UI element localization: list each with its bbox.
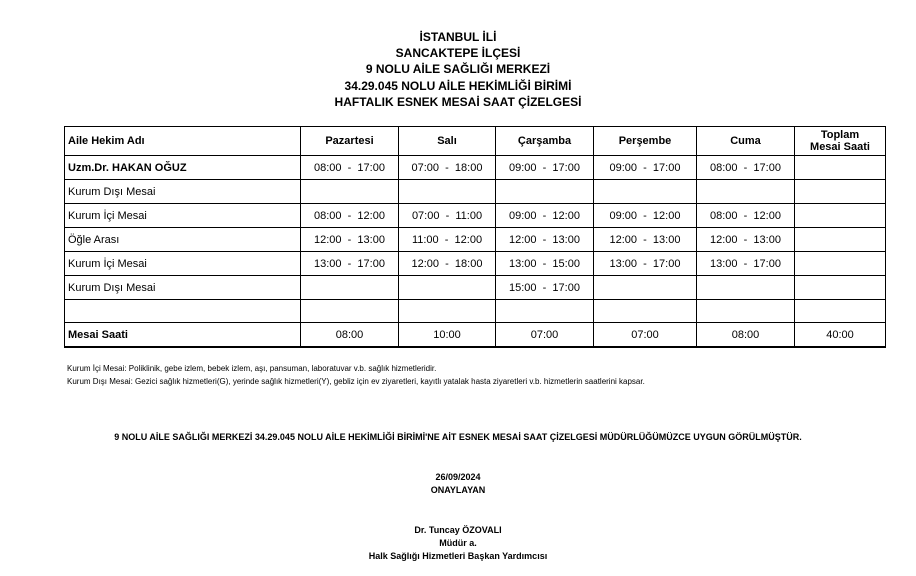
footnote-internal: Kurum İçi Mesai: Poliklinik, gebe izlem, bebek izlem, aşı, pansuman, laboratuvar v.b. sağlık hizmetleridir.: [67, 364, 437, 373]
table-row: [65, 300, 886, 323]
total-cell: 08:00: [697, 323, 795, 348]
schedule-table: [64, 126, 886, 348]
row-label: Kurum İçi Mesai: [65, 252, 301, 276]
table-header-row: [65, 127, 886, 156]
row-label: Kurum Dışı Mesai: [65, 276, 301, 300]
table-cell: 12:00 - 18:00: [399, 252, 496, 276]
table-cell: [496, 300, 594, 323]
footnotes: [67, 362, 645, 388]
table-cell: 08:00 - 17:00: [301, 156, 399, 180]
row-label: Kurum Dışı Mesai: [65, 180, 301, 204]
table-cell: 08:00 - 12:00: [301, 204, 399, 228]
total-cell: 07:00: [496, 323, 594, 348]
table-cell: 13:00 - 17:00: [697, 252, 795, 276]
table-cell: 08:00 - 17:00: [697, 156, 795, 180]
header-center: 9 NOLU AİLE SAĞLIĞI MERKEZİ: [365, 62, 551, 77]
table-cell: [301, 180, 399, 204]
header-district: SANCAKTEPE İLÇESİ: [395, 46, 521, 61]
table-cell: [795, 276, 886, 300]
table-cell: [697, 180, 795, 204]
table-cell: 12:00 - 13:00: [594, 228, 697, 252]
table-cell: 09:00 - 17:00: [594, 156, 697, 180]
total-cell: 08:00: [301, 323, 399, 348]
table-cell: [795, 300, 886, 323]
table-row: [65, 228, 886, 252]
table-cell: [697, 276, 795, 300]
row-label: [65, 300, 301, 323]
table-cell: [594, 300, 697, 323]
table-cell: [594, 180, 697, 204]
signer-role: Müdür a.: [439, 538, 477, 548]
table-cell: [795, 204, 886, 228]
total-row: [65, 323, 886, 348]
table-cell: [795, 228, 886, 252]
total-cell: 40:00: [795, 323, 886, 348]
col-header-friday: Cuma: [697, 127, 795, 156]
table-cell: 08:00 - 12:00: [697, 204, 795, 228]
table-cell: [301, 276, 399, 300]
signer-name: Dr. Tuncay ÖZOVALI: [414, 525, 502, 535]
header-province: İSTANBUL İLİ: [419, 30, 497, 44]
document-header: [0, 29, 916, 110]
approval-date: 26/09/2024: [435, 472, 481, 482]
col-header-wednesday: Çarşamba: [496, 127, 594, 156]
table-cell: [795, 156, 886, 180]
header-title: HAFTALIK ESNEK MESAİ SAAT ÇİZELGESİ: [334, 94, 582, 109]
footnote-external: Kurum Dışı Mesai: Gezici sağlık hizmetleri(G), yerinde sağlık hizmetleri(Y), gebliz için ev ziyaretleri, kayıtlı yatalak hasta ziyaretleri v.b. hizmetlerin saatlerini kapsar.: [67, 377, 645, 386]
approval-statement: 9 NOLU AİLE SAĞLIĞI MERKEZİ 34.29.045 NOLU AİLE HEKİMLİĞİ BİRİMİ'NE AİT ESNEK MESAİ SAAT ÇİZELGESİ MÜDÜRLÜĞÜMÜZCE UYGUN GÖRÜLMÜŞTÜR.: [114, 432, 802, 442]
col-header-thursday: Perşembe: [594, 127, 697, 156]
row-label: Öğle Arası: [65, 228, 301, 252]
table-cell: 09:00 - 12:00: [594, 204, 697, 228]
table-row: [65, 276, 886, 300]
total-row-label: Mesai Saati: [65, 323, 301, 348]
col-header-monday: Pazartesi: [301, 127, 399, 156]
table-cell: [697, 300, 795, 323]
table-cell: 07:00 - 11:00: [399, 204, 496, 228]
header-unit: 34.29.045 NOLU AİLE HEKİMLİĞİ BİRİMİ: [344, 78, 572, 93]
table-cell: [594, 276, 697, 300]
table-row: [65, 204, 886, 228]
table-cell: 09:00 - 12:00: [496, 204, 594, 228]
table-cell: [795, 252, 886, 276]
approval-label: ONAYLAYAN: [430, 485, 486, 495]
table-cell: 09:00 - 17:00: [496, 156, 594, 180]
table-cell: 13:00 - 17:00: [301, 252, 399, 276]
signer-title: Halk Sağlığı Hizmetleri Başkan Yardımcısı: [368, 551, 548, 561]
table-row: [65, 252, 886, 276]
table-row: [65, 180, 886, 204]
table-cell: [496, 180, 594, 204]
col-header-total: [795, 127, 886, 156]
table-cell: 13:00 - 17:00: [594, 252, 697, 276]
col-header-physician: Aile Hekim Adı: [65, 127, 301, 156]
row-label: Uzm.Dr. HAKAN OĞUZ: [65, 156, 301, 180]
signer-block: [0, 524, 916, 563]
row-label: Kurum İçi Mesai: [65, 204, 301, 228]
col-header-total-text: Toplam Mesai Saati: [810, 129, 870, 153]
col-header-tuesday: Salı: [399, 127, 496, 156]
table-cell: 11:00 - 12:00: [399, 228, 496, 252]
approval-block: [0, 471, 916, 497]
table-row: [65, 156, 886, 180]
table-cell: [301, 300, 399, 323]
table-cell: [399, 180, 496, 204]
table-cell: 12:00 - 13:00: [301, 228, 399, 252]
table-cell: 12:00 - 13:00: [697, 228, 795, 252]
table-cell: [399, 300, 496, 323]
total-cell: 10:00: [399, 323, 496, 348]
table-cell: 13:00 - 15:00: [496, 252, 594, 276]
table-cell: 15:00 - 17:00: [496, 276, 594, 300]
table-cell: [399, 276, 496, 300]
total-cell: 07:00: [594, 323, 697, 348]
table-cell: 07:00 - 18:00: [399, 156, 496, 180]
table-cell: 12:00 - 13:00: [496, 228, 594, 252]
table-cell: [795, 180, 886, 204]
